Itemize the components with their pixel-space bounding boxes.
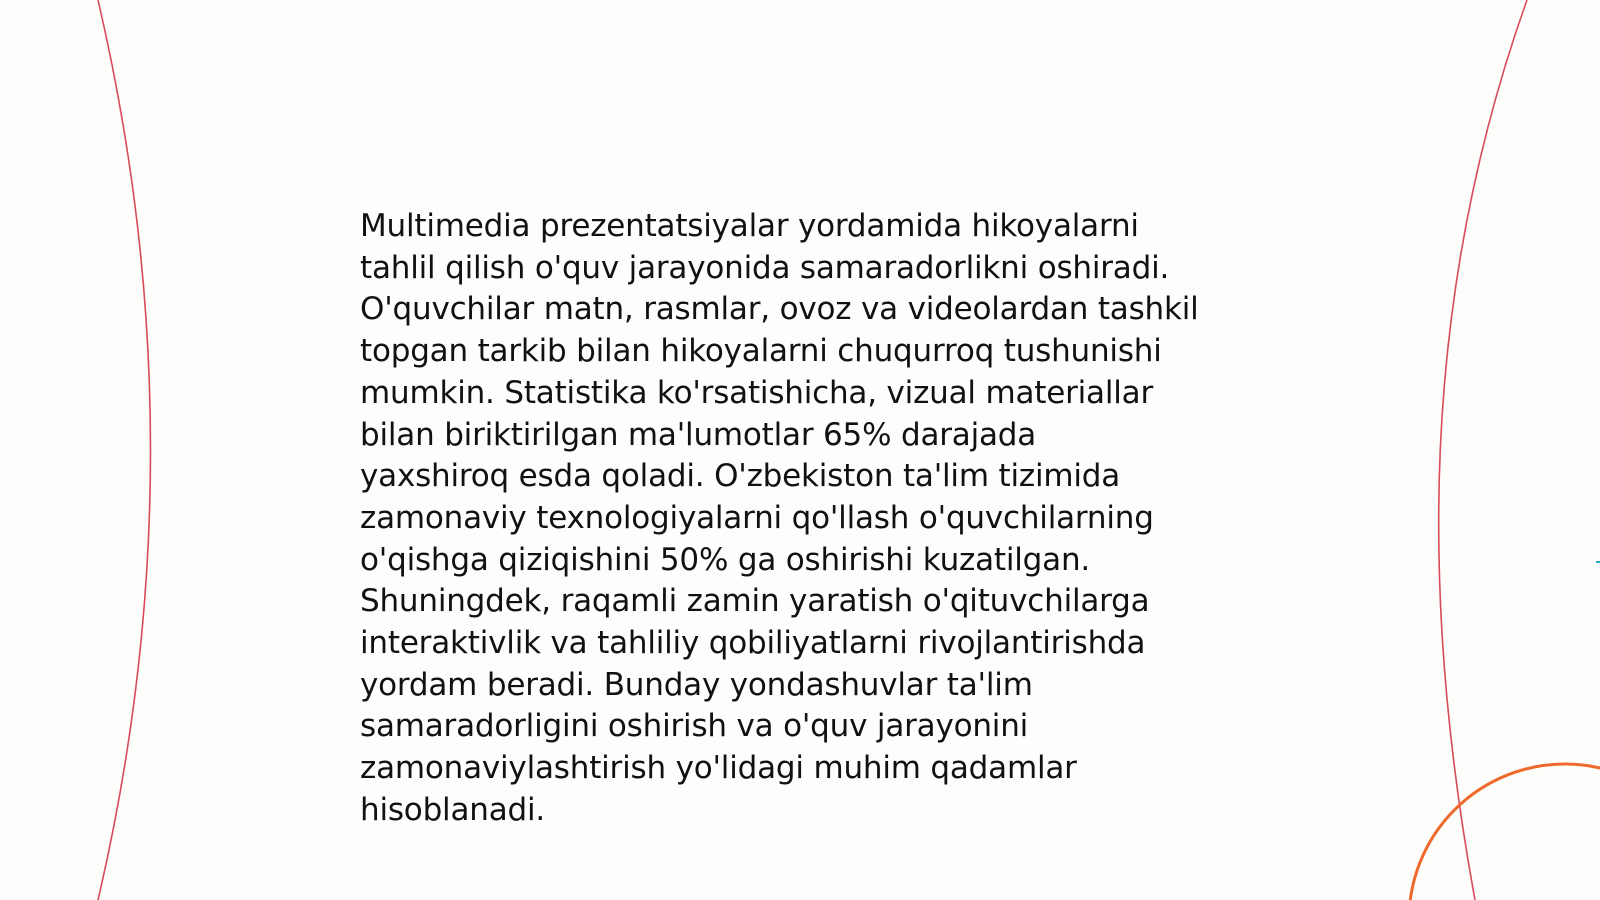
paragraph-line: topgan tarkib bilan hikoyalarni chuqurroq tushunishi bbox=[360, 333, 1162, 370]
paragraph-line: interaktivlik va tahliliy qobiliyatlarni rivojlantirishda bbox=[360, 625, 1146, 662]
paragraph-line: zamonaviy texnologiyalarni qo'llash o'quvchilarning bbox=[360, 499, 1154, 536]
body-paragraph bbox=[360, 206, 1260, 832]
right-curve bbox=[1439, 0, 1527, 900]
paragraph-line: hisoblanadi. bbox=[360, 791, 546, 828]
paragraph-line: o'qishga qiziqishini 50% ga oshirishi kuzatilgan. bbox=[360, 541, 1091, 578]
paragraph-line: samaradorligini oshirish va o'quv jarayonini bbox=[360, 708, 1029, 745]
paragraph-line: yordam beradi. Bunday yondashuvlar ta'lim bbox=[360, 666, 1033, 703]
paragraph-line: zamonaviylashtirish yo'lidagi muhim qadamlar bbox=[360, 750, 1077, 787]
orange-circle bbox=[1409, 764, 1600, 900]
paragraph-line: Shuningdek, raqamli zamin yaratish o'qituvchilarga bbox=[360, 583, 1150, 620]
paragraph-line: mumkin. Statistika ko'rsatishicha, vizual materiallar bbox=[360, 374, 1154, 411]
paragraph-line: yaxshiroq esda qoladi. O'zbekiston ta'lim tizimida bbox=[360, 458, 1121, 495]
paragraph-line: O'quvchilar matn, rasmlar, ovoz va videolardan tashkil bbox=[360, 291, 1199, 328]
left-curve bbox=[98, 0, 151, 900]
paragraph-line: Multimedia prezentatsiyalar yordamida hikoyalarni bbox=[360, 208, 1139, 244]
paragraph-line: bilan biriktirilgan ma'lumotlar 65% darajada bbox=[360, 416, 1037, 453]
paragraph-line: tahlil qilish o'quv jarayonida samaradorlikni oshiradi. bbox=[360, 249, 1170, 286]
